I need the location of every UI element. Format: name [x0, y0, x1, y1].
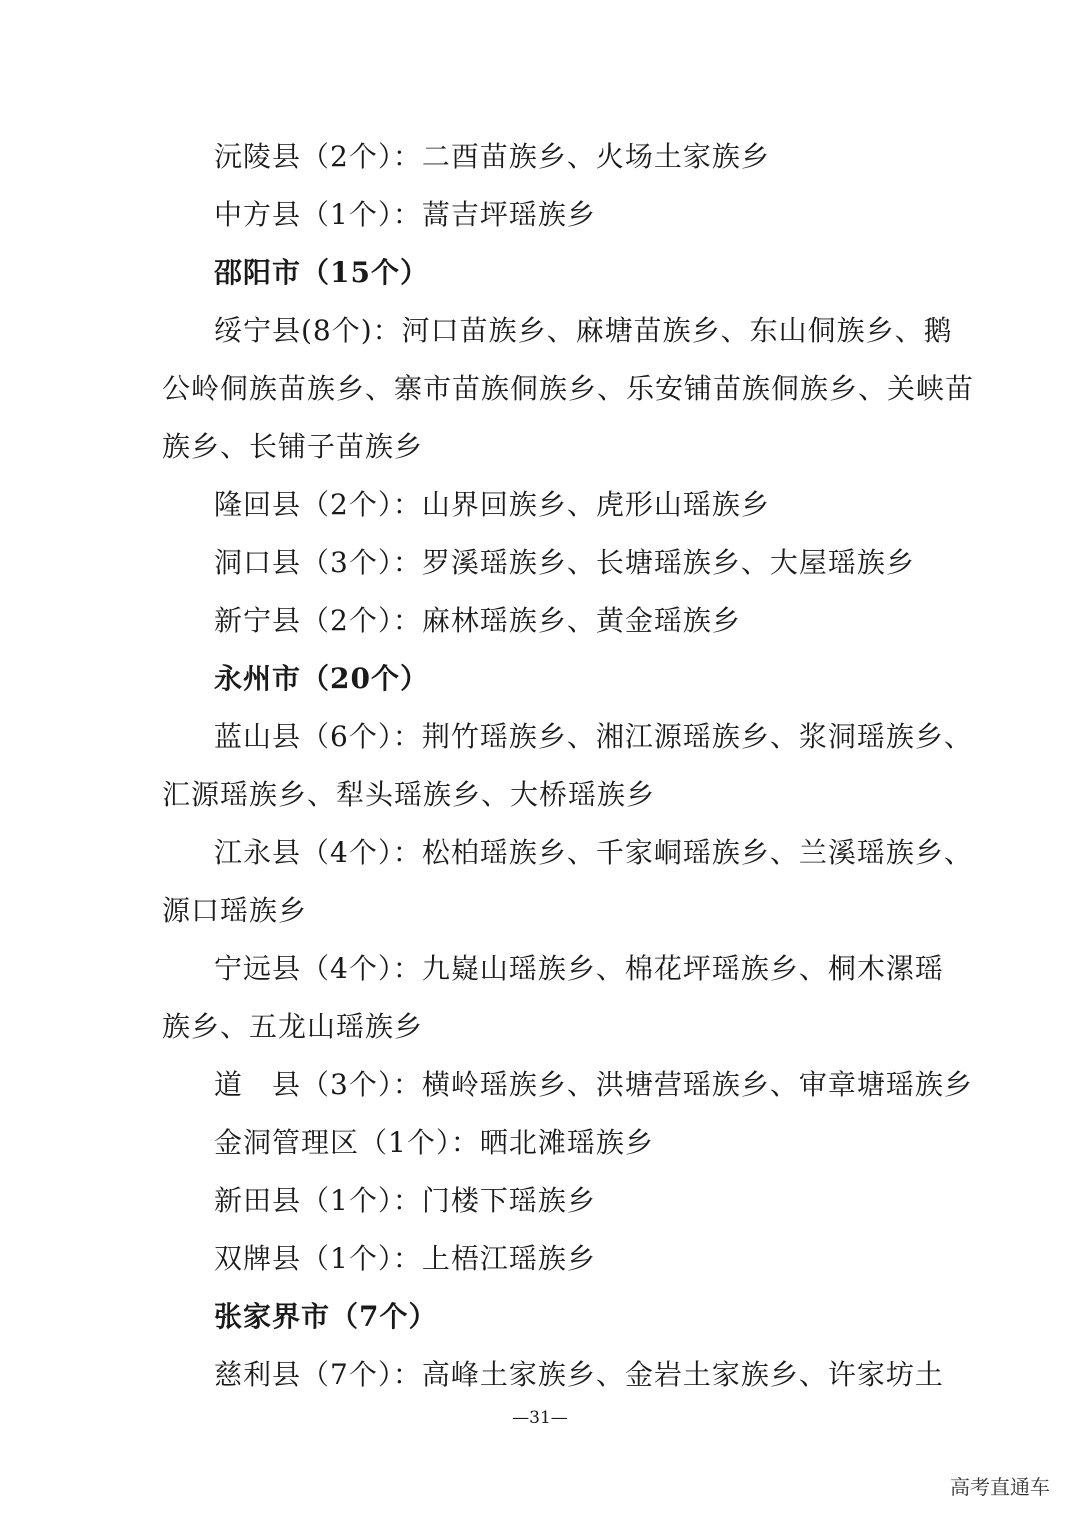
- section-heading: 永州市（20个）: [214, 662, 429, 695]
- text-line: 绥宁县(8个)：河口苗族乡、麻塘苗族乡、东山侗族乡、鹅: [214, 314, 953, 347]
- text-line: 中方县（1个）：蒿吉坪瑶族乡: [214, 198, 596, 231]
- document-body: [162, 128, 975, 1404]
- text-line: 新田县（1个）：门楼下瑶族乡: [214, 1184, 596, 1217]
- text-line: 洞口县（3个）：罗溪瑶族乡、长塘瑶族乡、大屋瑶族乡: [214, 546, 915, 579]
- text-line: 公岭侗族苗族乡、寨市苗族侗族乡、乐安铺苗族侗族乡、关峡苗: [162, 372, 975, 405]
- text-line: 金洞管理区（1个）：晒北滩瑶族乡: [214, 1126, 654, 1159]
- text-line: 隆回县（2个）：山界回族乡、虎形山瑶族乡: [214, 488, 770, 521]
- text-line: 道 县（3个）：横岭瑶族乡、洪塘营瑶族乡、审章塘瑶族乡: [214, 1068, 973, 1101]
- text-line: 宁远县（4个）：九嶷山瑶族乡、棉花坪瑶族乡、桐木漯瑶: [214, 952, 944, 985]
- text-line: 蓝山县（6个）：荆竹瑶族乡、湘江源瑶族乡、浆洞瑶族乡、: [214, 720, 973, 753]
- text-line: 慈利县（7个）：高峰土家族乡、金岩土家族乡、许家坊土: [214, 1358, 944, 1391]
- section-heading: 邵阳市（15个）: [214, 256, 429, 289]
- section-heading: 张家界市（7个）: [214, 1300, 438, 1333]
- watermark: 高考直通车: [950, 1475, 1050, 1499]
- page-number: —31—: [512, 1408, 568, 1428]
- text-line: 族乡、五龙山瑶族乡: [162, 1010, 424, 1043]
- text-line: 江永县（4个）：松柏瑶族乡、千家峒瑶族乡、兰溪瑶族乡、: [214, 836, 973, 869]
- text-line: 双牌县（1个）：上梧江瑶族乡: [214, 1242, 596, 1275]
- text-line: 沅陵县（2个）：二酉苗族乡、火场土家族乡: [214, 140, 770, 173]
- text-line: 源口瑶族乡: [162, 894, 308, 927]
- text-line: 汇源瑶族乡、犁头瑶族乡、大桥瑶族乡: [162, 778, 656, 811]
- text-line: 族乡、长铺子苗族乡: [162, 430, 424, 463]
- text-line: 新宁县（2个）：麻林瑶族乡、黄金瑶族乡: [214, 604, 741, 637]
